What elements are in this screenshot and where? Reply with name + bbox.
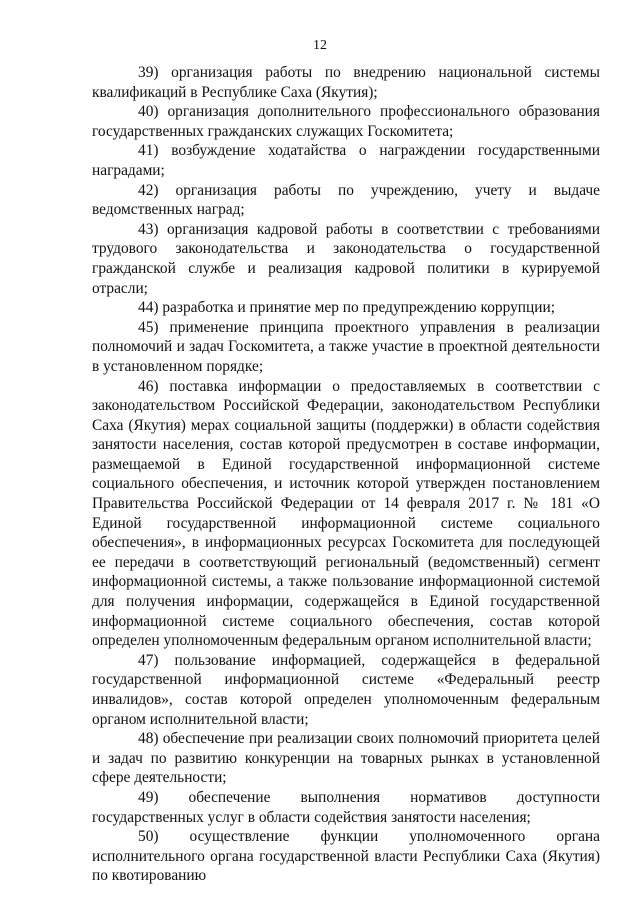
list-item-44: 44) разработка и принятие мер по предупреждению коррупции; [138,299,556,317]
list-item-45: 45) применение принципа проектного управления в реализации полномочий и задач Госкомитета, а также участие в проектной деятельности в установленном порядке; [92,318,600,375]
document-body [92,63,600,886]
page-number: 12 [313,38,327,53]
list-item-40: 40) организация дополнительного профессионального образования государственных гражданских служащих Госкомитета; [92,103,600,140]
list-item-49: 49) обеспечение выполнения нормативов доступности государственных услуг в области содействия занятости населения; [92,788,600,826]
list-item-47: 47) пользование информацией, содержащейся в федеральной государственной информационной системе «Федеральный реестр инвалидов», состав которой определен уполномоченным федеральным органом исполнительной власти; [92,651,600,728]
list-item-41: 41) возбуждение ходатайства о награждении государственными наградами; [92,142,600,179]
list-item-50: 50) осуществление функции уполномоченного органа исполнительного органа государственной власти Республики Саха (Якутия) по квотированию [92,828,600,885]
list-item-48: 48) обеспечение при реализации своих полномочий приоритета целей и задач по развитию конкуренции на товарных рынках в установленной сфере деятельности; [92,730,600,787]
list-item-42: 42) организация работы по учреждению, учету и выдаче ведомственных наград; [92,181,600,219]
list-item-43: 43) организация кадровой работы в соответствии с требованиями трудового законодательства и законодательства о государственной гражданской службе и реализация кадровой политики в курируемой отрасли; [92,220,600,297]
list-item-46: 46) поставка информации о предоставляемых в соответствии с законодательством Российской Федерации, законодательством Республики Саха (Якутия) мерах социальной защиты (поддержки) в области содействия занятости населения, состав которой предусмотрен в составе информации, размещаемой в Единой государственной информационной системе социального обеспечения, и источник которой утвержден постановлением Правительства Российской Федерации от 14 февраля 2017 г. № 181 «О Единой государственной информационной системе социального обеспечения», в информационных ресурсах Госкомитета для последующей ее передачи в соответствующий региональный (ведомственный) сегмент информационной системы, а также пользование информационной системой для получения информации, содержащейся в Единой государственной информационной системе социального обеспечения, состав которой определен уполномоченным федеральным органом исполнительной власти; [92,377,600,650]
list-item-39: 39) организация работы по внедрению национальной системы квалификаций в Республике Саха (Якутия); [92,64,600,101]
